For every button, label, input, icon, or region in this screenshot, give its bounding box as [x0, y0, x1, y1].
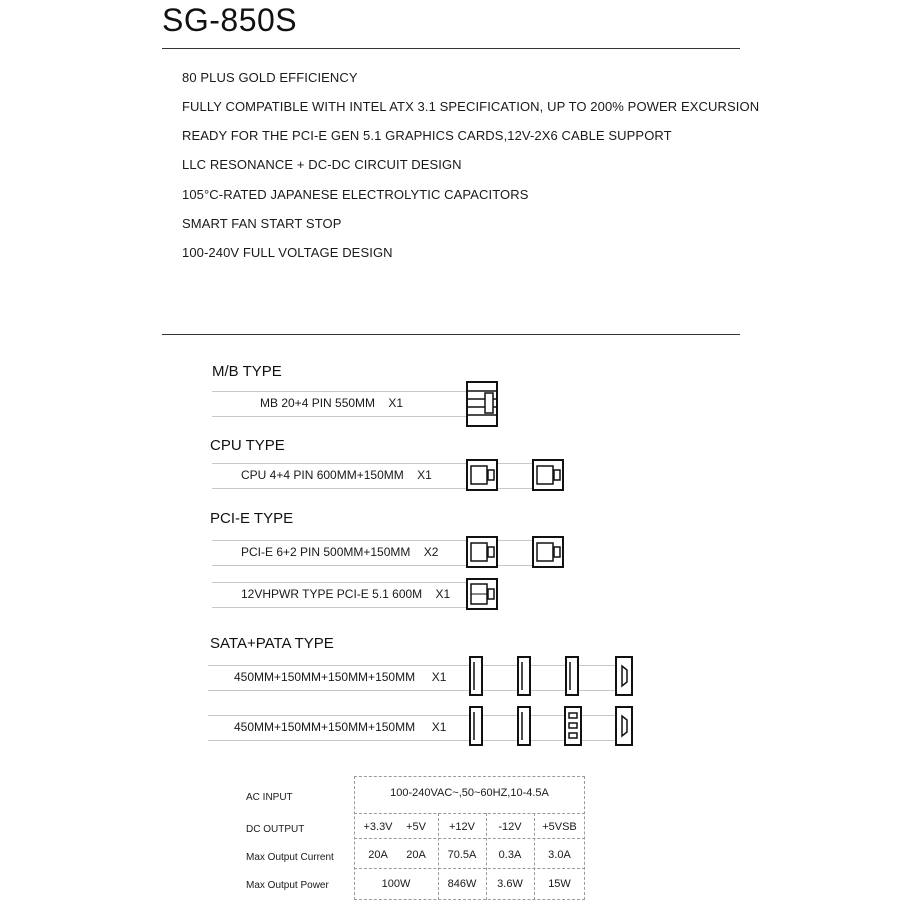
cable-label: 450MM+150MM+150MM+150MM X1	[234, 670, 447, 684]
molex-icon	[562, 706, 586, 746]
feature-item: 100-240V FULL VOLTAGE DESIGN	[182, 245, 393, 260]
ac-input-value: 100-240VAC~,50~60HZ,10-4.5A	[390, 787, 549, 799]
feature-item: 80 PLUS GOLD EFFICIENCY	[182, 70, 358, 85]
cable-label: MB 20+4 PIN 550MM X1	[260, 396, 404, 410]
feature-item: 105°C-RATED JAPANESE ELECTROLYTIC CAPACITORS	[182, 187, 529, 202]
sata-icon	[516, 656, 532, 696]
feature-item: SMART FAN START STOP	[182, 216, 342, 231]
current-value: 0.3A	[498, 849, 522, 861]
cable-label: 12VHPWR TYPE PCI-E 5.1 600M X1	[241, 587, 451, 601]
rail-label: +5VSB	[542, 821, 577, 833]
feature-item: LLC RESONANCE + DC-DC CIRCUIT DESIGN	[182, 157, 462, 172]
sata-icon	[614, 706, 636, 746]
spec-divider	[354, 838, 585, 839]
sata-icon	[468, 706, 484, 746]
spec-row-label: Max Output Current	[246, 852, 334, 863]
power-value: 100W	[381, 878, 411, 890]
page-title: SG-850S	[162, 2, 298, 38]
spec-row-label: Max Output Power	[246, 880, 329, 891]
sata-icon	[564, 656, 580, 696]
section-heading-sata: SATA+PATA TYPE	[210, 635, 334, 652]
current-value: 20A	[406, 849, 426, 861]
feature-item: READY FOR THE PCI-E GEN 5.1 GRAPHICS CARDS,12V-2X6 CABLE SUPPORT	[182, 128, 672, 143]
12vhpwr-icon	[466, 578, 498, 610]
current-value: 20A	[368, 849, 388, 861]
spec-row-label: AC INPUT	[246, 792, 293, 803]
spec-divider	[354, 868, 585, 869]
spec-row-label: DC OUTPUT	[246, 824, 305, 835]
current-value: 70.5A	[447, 849, 477, 861]
power-value: 15W	[548, 878, 571, 890]
atx-24pin-icon	[466, 381, 498, 427]
power-value: 846W	[447, 878, 477, 890]
section-heading-cpu: CPU TYPE	[210, 437, 285, 454]
cable-label: CPU 4+4 PIN 600MM+150MM X1	[241, 468, 432, 482]
feature-item: FULLY COMPATIBLE WITH INTEL ATX 3.1 SPECIFICATION, UP TO 200% POWER EXCURSION	[182, 99, 760, 114]
power-value: 3.6W	[497, 878, 523, 890]
current-value: 3.0A	[548, 849, 571, 861]
section-heading-pcie: PCI-E TYPE	[210, 510, 294, 527]
rail-label: +3.3V	[363, 821, 393, 833]
pcie-8pin-icon	[466, 536, 498, 568]
cable-label: PCI-E 6+2 PIN 500MM+150MM X2	[241, 545, 439, 559]
top-divider	[162, 48, 740, 49]
sata-icon	[468, 656, 484, 696]
middle-divider	[162, 334, 740, 335]
spec-table	[246, 776, 591, 900]
eps-4pin-icon	[466, 459, 498, 491]
section-heading-mb: M/B TYPE	[212, 363, 282, 380]
eps-4pin-icon	[532, 459, 564, 491]
cable-label: 450MM+150MM+150MM+150MM X1	[234, 720, 447, 734]
pcie-8pin-icon	[532, 536, 564, 568]
sata-icon	[516, 706, 532, 746]
rail-label: +12V	[449, 821, 475, 833]
spec-divider	[354, 813, 585, 814]
sata-icon	[614, 656, 636, 696]
rail-label: -12V	[498, 821, 522, 833]
rail-label: +5V	[406, 821, 426, 833]
